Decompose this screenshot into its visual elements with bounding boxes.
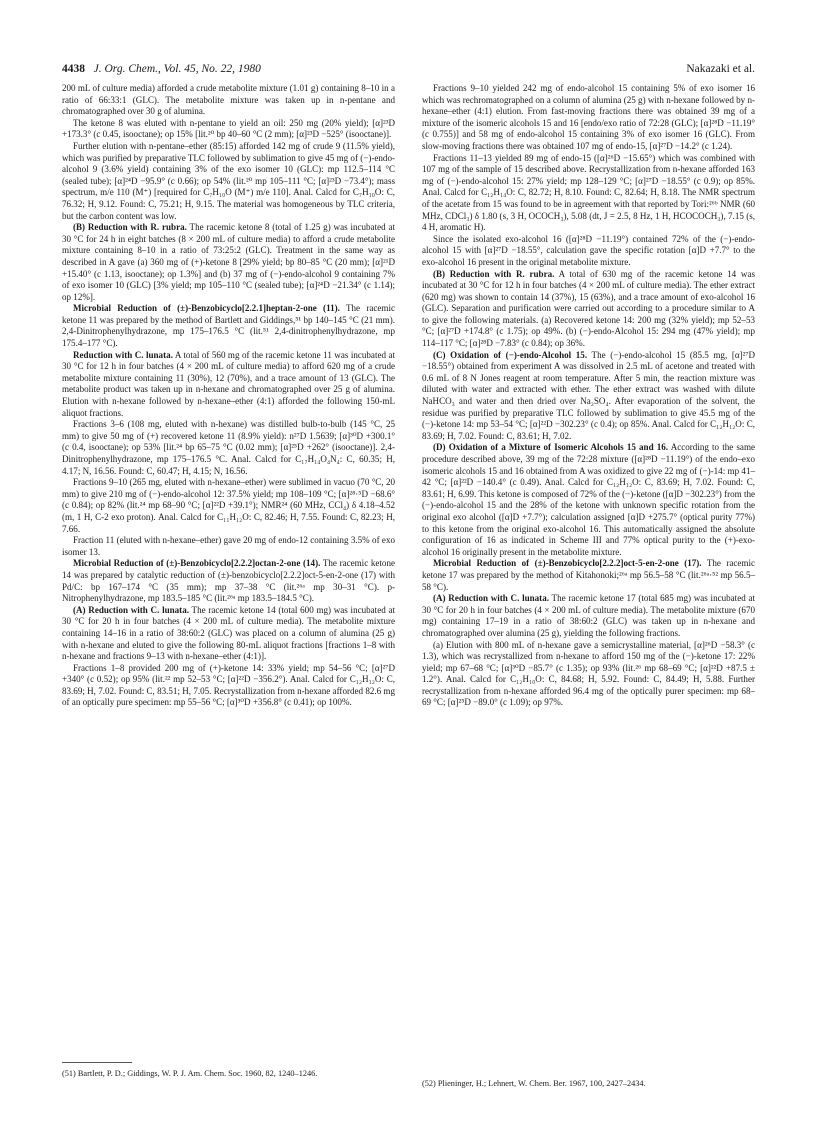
paragraph-text: The (−)-endo-alcohol 15 (85.5 mg, [α]²⁷D −18.55°) obtained from experiment A was dissolved in 2.5 mL of acetone and treated with 0.6 mL of 8 N Jones reagent at room temperature. After 5 min, the reaction mixture was diluted with water and extracted with ether. The ether extract was washed with dilute NaHCO₃ and water and then dried over Na₂SO₄. After evaporation of the solvent, the residue was purified by preparative TLC followed by sublimation to give 45.5 mg of the (−)-ketone 14: mp 53–54 °C; [α]²²D −302.23° (c 0.4); op 85%. Anal. Calcd for C₁₂H₁₂O: C, 83.69; H, 7.02. Found: C, 83.61; H, 7.02. xyxy=(422,349,756,441)
paragraph xyxy=(62,303,395,349)
paragraph xyxy=(62,477,395,535)
paragraph-text: According to the same procedure described above, 39 mg of the 72:28 mixture ([α]²⁸D −11.19°) of the endo–exo isomeric alcohols 15 and 16 obtained from A was oxidized to give 22 mg of (−)-14: mp 41–42 °C; [α]²²D −140.4° (c 0.49). Anal. Calcd for C₁₂H₁₂O: C, 83.69; H, 7.02. Found: C, 83.61; H, 6.99. This ketone is composed of 72% of the (−)-ketone ([α]D −302.23°) from the (−)-endo-alcohol 15 and the 28% of the ketone with unknown specific rotation from the original exo alcohol ([α]D +7.7°); calculation assigned [α]D +275.7° (optical purity 77%) to this ketone from the original exo-alcohol 16. This automatically assigned the absolute configuration of 16 as indicated in Scheme III and 77% optical purity to the (+)-exo-alcohol 16 originally present in the metabolite mixture. xyxy=(422,442,755,557)
paragraph xyxy=(422,640,755,710)
paragraph-text: The racemic ketone 14 (total 600 mg) was incubated at 30 °C for 20 h in four batches (4 × 200 mL of culture media). The metabolite mixture containing 14–16 in a ratio of 38:60:2 (GLC) was placed on a column of alumina (25 g) with n-hexane and eluted to give the following 80-mL aliquot fractions [fractions 1–8 with n-hexane and fractions 9–13 with n-hexane–ether (4:1)]. xyxy=(62,604,395,662)
section-heading: (C) Oxidation of (−)-endo-Alcohol 15. xyxy=(433,349,588,360)
paragraph-text: Fractions 9–10 yielded 242 mg of endo-alcohol 15 containing 5% of exo isomer 16 which was rechromatographed on a column of alumina (25 g) with n-hexane followed by n-hexane–ether (4:1) elution. From fast-moving fractions there was obtained 39 mg of a mixture of the isomeric alcohols 15 and 16 [endo/exo ratio of 72:28 (GLC); [α]²⁸D −11.19° (c 0.755)] and 58 mg of endo-alcohol 15 containing 3% of exo isomer 16 (GLC). From slow-moving fractions there was obtained 107 mg of endo-15, [α]²⁷D −14.2° (c 1.24). xyxy=(422,83,755,151)
footnotes-left xyxy=(62,1062,395,1080)
paragraph-text: A total of 630 mg of the racemic ketone 14 was incubated at 30 °C for 12 h in four batches (4 × 200 mL of culture media). The ether extract (620 mg) was shown to contain 14 (37%), 15 (63%), and a trace amount of exo-alcohol 16 (GLC). Separation and purification were carried out according to a procedure similar to A to give the following materials. (a) Recovered ketone 14: 200 mg (32% yield); mp 52–53 °C; [α]²⁷D +174.8° (c 1.75); op 49%. (b) (−)-endo-Alcohol 15: 294 mg (47% yield); mp 114–117 °C; [α]²⁸D −7.83° (c 0.84); op 36%. xyxy=(422,268,755,349)
section-heading: (A) Reduction with C. lunata. xyxy=(433,593,549,604)
paragraph xyxy=(422,153,755,234)
paragraph-text: (a) Elution with 800 mL of n-hexane gave a semicrystalline material, [α]²⁶D −58.3° (c 1.3), which was recrystallized from n-hexane to afford 150 mg of the (−)-ketone 17: 22% yield; mp 67–68 °C; [α]³⁰D −85.7° (c 1.35); op 93% (lit.²⁶ mp 68–69 °C; [α]²²D +87.5 ± 1.2°). Anal. Calcd for C₁₂H₁₀O: C, 84.68; H, 5.92. Found: C, 84.49; H, 5.88. Further recrystallization from n-hexane afforded 96.4 mg of the optically purer specimen: mp 68–69 °C; [α]²⁵D −89.0° (c 1.09); op 97%. xyxy=(422,639,755,708)
paragraph xyxy=(62,141,395,222)
paragraph xyxy=(62,663,395,709)
paragraph-text: Since the isolated exo-alcohol 16 ([α]²⁸D −11.19°) contained 72% of the (−)-endo-alcohol 15 with [α]²⁷D −18.55°, calculation gave the specific rotation [α]D +7.7° to the exo-alcohol 16 present in the original metabolite mixture. xyxy=(422,233,755,267)
paragraph-text: The ketone 8 was eluted with n-pentane to yield an oil: 250 mg (20% yield); [α]²³D +173.3° (c 0.45, isooctane); op 15% [lit.²⁰ bp 40–60 °C (2 mm); [α]²³D −525° (isooctane)]. xyxy=(62,117,395,140)
paragraph xyxy=(62,605,395,663)
journal-citation: J. Org. Chem., Vol. 45, No. 22, 1980 xyxy=(93,63,261,75)
paragraph xyxy=(62,350,395,420)
footnote-51: (51) Bartlett, P. D.; Giddings, W. P. J. Am. Chem. Soc. 1960, 82, 1240–1246. xyxy=(62,1069,318,1078)
paragraph xyxy=(422,593,755,639)
section-heading: (A) Reduction with C. lunata. xyxy=(73,604,189,615)
paragraph xyxy=(62,535,395,558)
paragraph-text: Fractions 3–6 (108 mg, eluted with n-hexane) was distilled bulb-to-bulb (145 °C, 25 mm) to give 50 mg of (+) recovered ketone 11 (8.9% yield): n²⁷D 1.5639; [α]³⁰D +300.1° (c 0.4, isooctane); op 53% [lit.²⁴ bp 65–75 °C (0.02 mm); [α]²⁵D +262° (isooctane)]. 2,4-Dinitrophenylhydrazone, mp 175–176.5 °C. Anal. Calcd for C₁₇H₁₄O₄N₄: C, 60.35; H, 4.17; N, 16.56. Found: C, 60.47; H, 4.15; N, 16.56. xyxy=(62,419,395,476)
paragraph-text: Fractions 11–13 yielded 89 mg of endo-15 ([α]²⁶D −15.65°) which was combined with 107 mg of the sample of 15 described above. Recrystallization from n-hexane afforded 163 mg of (−)-endo-alcohol 15: 27% yield; mp 128–129 °C; [α]²⁷D −18.55° (c 0.9); op 85%. Anal. Calcd for C₁₂H₁₄O: C, 82.72; H, 8.10. Found: C, 82.64; H, 8.18. The NMR spectrum of the acetate from 15 was found to be in agreement with that reported by Tori:²⁶ᵇ NMR (60 MHz, CDCl₃) δ 1.80 (s, 3 H, OCOCH₃), 5.08 (dt, J = 2.5, 8 Hz, 1 H, HCOCOCH₃), 7.15 (s, 4 H, aromatic H). xyxy=(422,152,755,233)
section-heading: (B) Reduction with R. rubra. xyxy=(433,268,555,279)
paragraph xyxy=(62,419,395,477)
paragraph-text: Fractions 9–10 (265 mg, eluted with n-hexane–ether) were sublimed in vacuo (70 °C, 20 mm) to give 210 mg of (−)-endo-alcohol 12: 37.5% yield; mp 108–109 °C; [α]²⁸·⁵D −68.6° (c 0.84); op 82% (lit.²⁴ mp 68–90 °C; [α]²²D +39.1°); NMR²⁴ (60 MHz, CCl₄) δ 4.18–4.52 (m, 1 H, C-2 exo proton). Anal. Calcd for C₁₁H₁₂O: C, 82.46; H, 7.55. Found: C, 82.23; H, 7.66. xyxy=(62,477,395,534)
paragraph xyxy=(422,269,755,350)
paragraph-text: Further elution with n-pentane–ether (85:15) afforded 142 mg of crude 9 (11.5% yield), which was purified by preparative TLC followed by sublimation to give 45 mg of (−)-endo-alcohol 9 (3.6% yield) containing 3% of the exo isomer 10 (GLC): mp 112.5–114 °C (sealed tube); [α]²⁴D −95.9° (c 0.66); op 54% (lit.²⁰ mp 105–111 °C; [α]²³D −73.4°); mass spectrum, m/e 110 (M⁺) [required for C₇H₁₀O (M⁺) m/e 110]. Anal. Calcd for C₇H₁₀O: C, 76.32; H, 9.12. Found: C, 75.21; H, 9.15. The material was homogeneous by TLC criteria, but the carbon content was low. xyxy=(62,140,395,221)
paragraph xyxy=(62,118,395,141)
section-heading: Reduction with C. lunata. xyxy=(73,349,173,360)
paragraph xyxy=(62,222,395,303)
paragraph-text: A total of 560 mg of the racemic ketone 11 was incubated at 30 °C for 12 h in four batches (4 × 200 mL of culture media) to afford 620 mg of a crude metabolite mixture containing 11 (30%), 12 (70%), and a trace amount of 13 (GLC). The metabolite product was taken up in n-hexane and chromatographed over 25 g of alumina. Elution with n-hexane followed by n-hexane–ether (4:1) afforded the following 150-mL aliquot fractions. xyxy=(62,349,395,418)
section-heading: (D) Oxidation of a Mixture of Isomeric Alcohols 15 and 16. xyxy=(433,442,669,453)
section-heading: Microbial Reduction of (±)-Benzobicyclo[2.2.2]oct-5-en-2-one (17). xyxy=(433,558,702,569)
footnote-rule xyxy=(62,1062,132,1063)
paragraph xyxy=(422,558,755,593)
footnotes-right xyxy=(422,1079,755,1090)
left-column xyxy=(62,83,395,709)
page-number: 4438 xyxy=(62,63,85,75)
footnote-52: (52) Plieninger, H.; Lehnert, W. Chem. Ber. 1967, 100, 2427–2434. xyxy=(422,1079,646,1088)
header-left xyxy=(62,63,261,75)
paragraph-text: Fraction 11 (eluted with n-hexane–ether) gave 20 mg of endo-12 containing 3.5% of exo isomer 13. xyxy=(62,535,395,557)
paragraph-text: The racemic ketone 17 was prepared by the method of Kitahonoki;²⁶ᵃ mp 56.5–58 °C (lit.²⁶ᵃ·⁵² mp 56.5–58 °C). xyxy=(422,558,755,592)
paragraph xyxy=(62,83,395,118)
paragraph xyxy=(422,234,755,269)
section-heading: Microbial Reduction of (±)-Benzobicyclo[2.2.1]heptan-2-one (11). xyxy=(73,303,340,314)
paragraph xyxy=(62,558,395,604)
running-header xyxy=(62,63,755,79)
section-heading: (B) Reduction with R. rubra. xyxy=(73,222,187,233)
section-heading: Microbial Reduction of (±)-Benzobicyclo[2.2.2]octan-2-one (14). xyxy=(73,558,321,569)
paragraph-text: Fractions 1–8 provided 200 mg of (+)-ketone 14: 33% yield; mp 54–56 °C; [α]²⁷D +340° (c 0.52); op 95% (lit.²² mp 52–53 °C; [α]²²D −356.2°). Anal. Calcd for C₁₂H₁₂O: C, 83.69; H, 7.02. Found: C, 83.51; H, 7.05. Recrystallization from n-hexane afforded 82.6 mg of an optically pure specimen: mp 55–56 °C; [α]³⁰D +356.8° (c 0.41); op 100%. xyxy=(62,662,395,708)
paragraph-text: The racemic ketone 14 was prepared by catalytic reduction of (±)-benzobicyclo[2.2.2]oct-5-en-2-one (17) with Pd/C: bp 167–174 °C (35 mm); mp 37–38 °C (lit.²⁶ᵃ mp 30–31 °C). p-Nitrophenylhydrazone, mp 183.5–185 °C (lit.²⁶ᵃ mp 183.5–184.5 °C). xyxy=(62,558,395,604)
authors: Nakazaki et al. xyxy=(686,63,755,75)
paragraph-text: The racemic ketone 17 (total 685 mg) was incubated at 30 °C for 20 h in four batches (4 × 200 mL of culture media). The metabolite mixture (670 mg) containing 17–19 in a ratio of 38:60:2 (GLC) was taken up in n-hexane and chromatographed over alumina (25 g), yielding the following fractions. xyxy=(422,593,755,638)
paragraph-text: 200 mL of culture media) afforded a crude metabolite mixture (1.01 g) containing 8–10 in a ratio of 66:33:1 (GLC). The metabolite mixture was taken up in n-pentane and chromatographed over 30 g of alumina. xyxy=(62,83,395,117)
paragraph xyxy=(422,442,755,558)
paragraph-text: The racemic ketone 8 (total of 1.25 g) was incubated at 30 °C for 24 h in eight batches (8 × 200 mL of culture media) to afford a crude metabolite mixture containing 8–10 in a ratio of 73:25:2 (GLC). Treatment in the same way as described in A gave (a) 360 mg of (+)-ketone 8 [29% yield; bp 80–85 °C (20 mm); [α]²¹D +15.40° (c 1.13, isooctane); op 1.3%] and (b) 37 mg of (−)-endo-alcohol 9 containing 7% of exo isomer 10 (GLC) [3% yield; mp 105–110 °C (sealed tube); [α]²⁴D −21.34° (c 1.14); op 12%]. xyxy=(62,222,395,302)
paragraph-text: The racemic ketone 11 was prepared by the method of Bartlett and Giddings,⁵¹ bp 140–145 °C (21 mm). 2,4-Dinitrophenylhydrazone, mp 175–176.5 °C (lit.⁵¹ 2,4-dinitrophenylhydrazone, mp 175.4–177 °C). xyxy=(62,303,395,349)
paragraph xyxy=(422,350,755,443)
right-column xyxy=(422,83,755,709)
paragraph xyxy=(422,83,755,153)
